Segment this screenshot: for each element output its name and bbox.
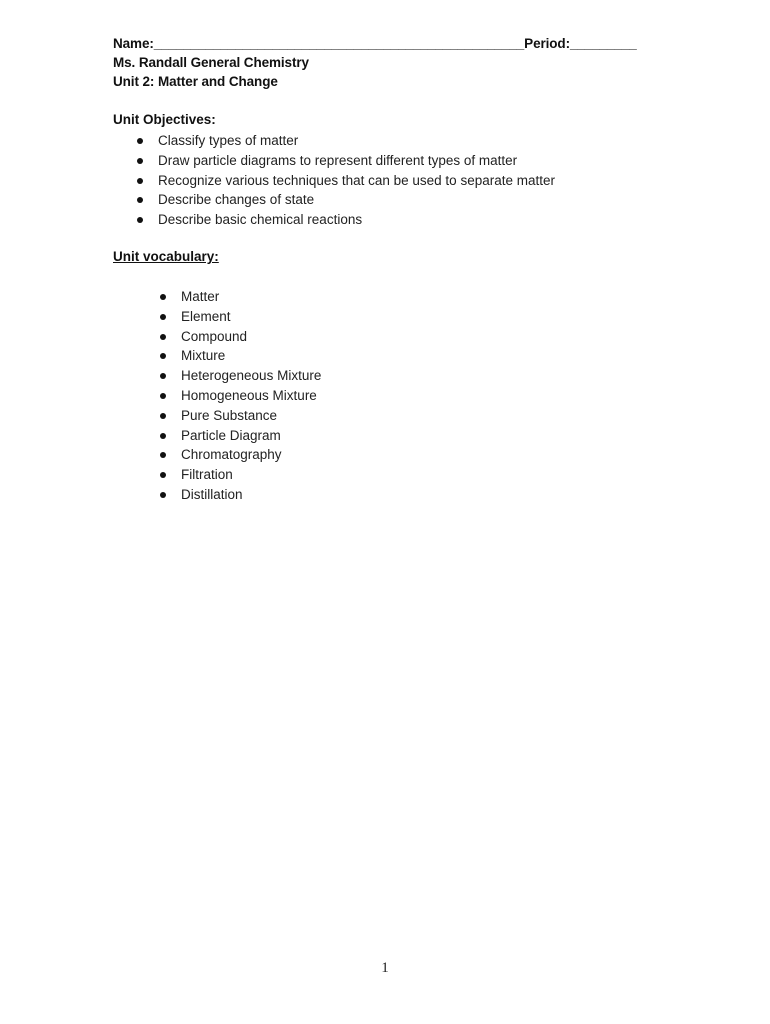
bullet-icon: [160, 452, 166, 458]
vocabulary-item: [181, 406, 321, 426]
vocabulary-item: [181, 426, 321, 446]
vocabulary-heading: Unit vocabulary:: [113, 249, 219, 264]
objective-text: Describe basic chemical reactions: [158, 212, 363, 228]
vocabulary-term: Matter: [181, 289, 220, 304]
objective-text: Describe changes of state: [158, 192, 315, 208]
bullet-icon: [160, 433, 166, 439]
objective-item: [158, 131, 555, 151]
objective-text: Draw particle diagrams to represent different types of matter: [158, 152, 518, 168]
vocabulary-item: [181, 386, 321, 406]
bullet-icon: [137, 158, 143, 164]
objectives-list: [158, 131, 555, 230]
bullet-icon: [160, 393, 166, 399]
vocabulary-term: Particle Diagram: [181, 427, 281, 443]
bullet-icon: [137, 197, 143, 203]
vocabulary-list: [181, 287, 321, 505]
objectives-heading: Unit Objectives:: [113, 112, 216, 127]
vocabulary-item: [181, 445, 321, 465]
vocabulary-item: [181, 327, 321, 347]
page-number: 1: [381, 960, 389, 976]
vocabulary-item: [181, 465, 321, 485]
bullet-icon: [137, 138, 143, 144]
bullet-icon: [160, 492, 166, 498]
vocabulary-term: Pure Substance: [181, 407, 278, 423]
bullet-icon: [160, 334, 166, 340]
unit-title: Unit 2: Matter and Change: [113, 74, 278, 89]
course-title: Ms. Randall General Chemistry: [113, 55, 309, 70]
objective-item: [158, 210, 555, 230]
vocabulary-item: [181, 485, 321, 505]
bullet-icon: [160, 353, 166, 359]
vocabulary-term: Distillation: [181, 486, 243, 502]
vocabulary-term: Mixture: [181, 348, 226, 364]
vocabulary-term: Filtration: [181, 467, 233, 483]
objective-item: [158, 190, 555, 210]
vocabulary-term: Compound: [181, 328, 248, 344]
objective-text: Recognize various techniques that can be used to separate matter: [158, 172, 555, 188]
vocabulary-item: [181, 366, 321, 386]
name-period-line: Name:__________________________________________________Period:_________: [113, 36, 637, 51]
vocabulary-term: Heterogeneous Mixture: [181, 368, 322, 384]
bullet-icon: [137, 217, 143, 223]
bullet-icon: [160, 472, 166, 478]
vocabulary-term: Homogeneous Mixture: [181, 387, 317, 403]
bullet-icon: [160, 413, 166, 419]
vocabulary-item: [181, 287, 321, 307]
vocabulary-item: [181, 346, 321, 366]
objective-item: [158, 151, 555, 171]
bullet-icon: [137, 178, 143, 184]
bullet-icon: [160, 294, 166, 300]
objective-text: Classify types of matter: [158, 133, 299, 148]
vocabulary-item: [181, 307, 321, 327]
bullet-icon: [160, 314, 166, 320]
bullet-icon: [160, 373, 166, 379]
vocabulary-term: Chromatography: [181, 447, 282, 463]
objective-item: [158, 171, 555, 191]
vocabulary-term: Element: [181, 308, 231, 324]
